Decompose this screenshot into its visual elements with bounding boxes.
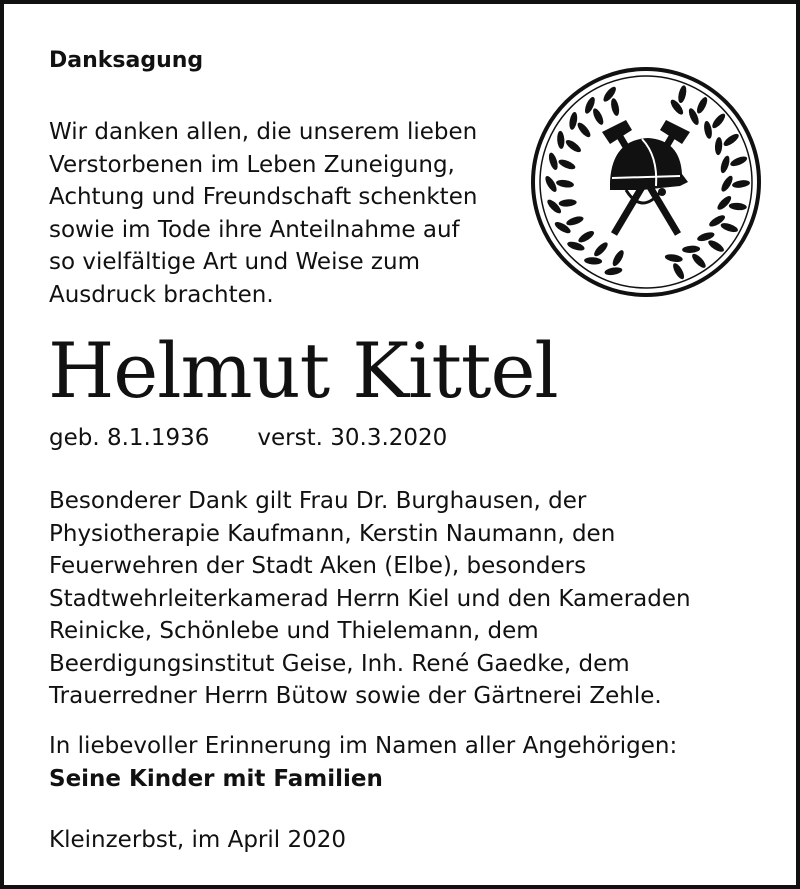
laurel-leaf <box>671 262 686 281</box>
laurel-leaf <box>610 98 621 117</box>
thanks-line: Trauerredner Herrn Bütow sowie der Gärtnerei Zehle. <box>49 683 662 709</box>
birth-date: geb. 8.1.1936 <box>49 425 210 451</box>
thanks-line: Reinicke, Schönlebe und Thielemann, dem <box>49 618 539 644</box>
laurel-leaf <box>729 155 748 169</box>
laurel-leaf <box>577 229 596 245</box>
closing-line: In liebevoller Erinnerung im Namen aller Angehörigen: <box>49 733 678 759</box>
laurel-leaf <box>592 240 610 258</box>
deceased-name: Helmut Kittel <box>48 326 558 415</box>
laurel-leaf <box>543 174 558 193</box>
laurel-leaf <box>714 137 722 155</box>
laurel-leaf <box>564 138 583 154</box>
laurel-leaf <box>584 257 602 265</box>
laurel-leaf <box>722 132 741 148</box>
laurel-leaf <box>611 249 626 268</box>
laurel-leaf <box>715 194 733 212</box>
laurel-leaf <box>703 120 713 139</box>
laurel-leaf <box>720 221 739 234</box>
closing-text <box>49 730 677 795</box>
laurel-leaf <box>719 174 734 193</box>
laurel-leaf <box>547 152 559 171</box>
laurel-leaf <box>568 111 578 130</box>
intro-line: so vielfältige Art und Weise zum <box>49 249 420 275</box>
thanks-text <box>49 485 691 713</box>
intro-line: Wir danken allen, die unserem lieben <box>49 119 478 145</box>
laurel-leaf <box>695 96 709 115</box>
laurel-leaf <box>729 202 748 211</box>
laurel-leaf <box>682 245 700 253</box>
laurel-leaf <box>710 112 727 130</box>
laurel-leaf <box>558 199 577 208</box>
life-dates <box>49 425 447 451</box>
intro-line: Achtung und Freundschaft schenkten <box>49 184 478 210</box>
laurel-leaf <box>545 198 563 216</box>
thanks-line: Feuerwehren der Stadt Aken (Elbe), besonders <box>49 553 587 579</box>
thanks-line: Stadtwehrleiterkamerad Herrn Kiel und den Kameraden <box>49 585 691 612</box>
notice-heading: Danksagung <box>49 48 204 73</box>
laurel-leaf <box>677 85 688 104</box>
laurel-leaf <box>604 266 623 276</box>
laurel-leaf <box>557 131 565 149</box>
family-signature: Seine Kinder mit Familien <box>49 765 383 792</box>
thanks-line: Physiotherapie Kaufmann, Kerstin Naumann, den <box>49 520 616 547</box>
laurel-leaf <box>565 215 584 228</box>
thanks-line: Besonderer Dank gilt Frau Dr. Burghausen, der <box>49 488 587 514</box>
laurel-leaf <box>557 158 576 172</box>
laurel-leaf <box>707 238 726 254</box>
intro-line: sowie im Tode ihre Anteilnahme auf <box>49 216 460 243</box>
firefighter-emblem-icon <box>530 66 762 298</box>
intro-text <box>49 116 477 311</box>
fire-helmet-icon <box>610 138 688 203</box>
laurel-leaf <box>690 252 708 270</box>
laurel-leaf <box>575 121 592 139</box>
death-date: verst. 30.3.2020 <box>257 425 448 451</box>
laurel-leaf <box>591 107 605 126</box>
laurel-leaf <box>719 155 731 174</box>
place-date: Kleinzerbst, im April 2020 <box>49 827 347 853</box>
intro-line: Verstorbenen im Leben Zuneigung, <box>49 151 455 178</box>
laurel-leaf <box>664 253 683 263</box>
laurel-leaf <box>732 179 751 189</box>
laurel-leaf <box>556 179 575 189</box>
thanks-line: Beerdigungsinstitut Geise, Inh. René Gaedke, dem <box>49 650 630 677</box>
intro-line: Ausdruck brachten. <box>49 281 274 308</box>
